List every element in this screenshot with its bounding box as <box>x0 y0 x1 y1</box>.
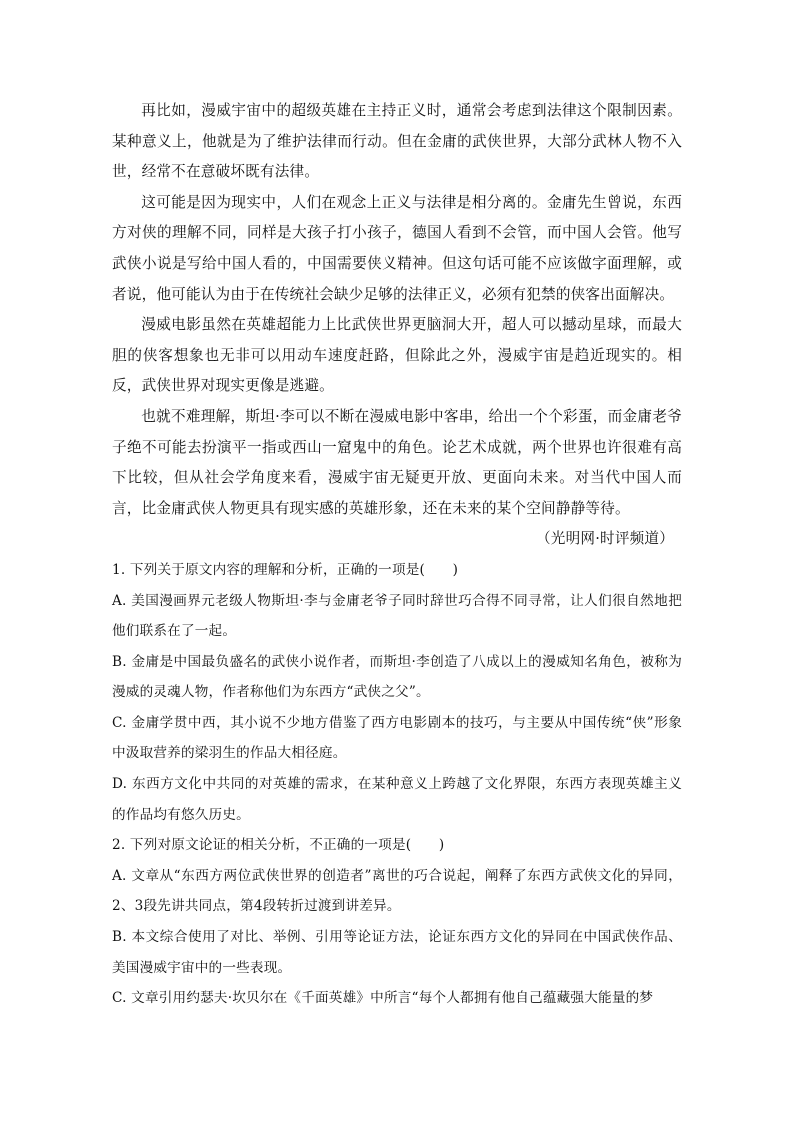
question-1-option-d: D. 东西方文化中共同的对英雄的需求，在某种意义上跨越了文化界限，东西方表现英雄主义的作品均有悠久历史。 <box>112 776 682 823</box>
article-paragraph-4: 也就不难理解，斯坦·李可以不断在漫威电影中客串，给出一个个彩蛋，而金庸老爷子绝不可能去扮演平一指或西山一窟鬼中的角色。论艺术成就，两个世界也许很难有高下比较，但从社会学角度来看，漫威宇宙无疑更开放、更面向未来。对当代中国人而言，比金庸武侠人物更具有现实感的英雄形象，还在未来的某个空间静静等待。 <box>112 407 682 517</box>
article-paragraph-3: 漫威电影虽然在英雄超能力上比武侠世界更脑洞大开，超人可以撼动星球，而最大胆的侠客想象也无非可以用动车速度赶路，但除此之外，漫威宇宙是趋近现实的。相反，武侠世界对现实更像是逃避。 <box>112 316 682 395</box>
question-2-stem: 2. 下列对原文论证的相关分析，不正确的一项是( ) <box>112 837 445 854</box>
question-1-option-a: A. 美国漫画界元老级人物斯坦·李与金庸老爷子同时辞世巧合得不同寻常，让人们很自然地把他们联系在了一起。 <box>112 592 682 640</box>
question-1-option-b: B. 金庸是中国最负盛名的武侠小说作者，而斯坦·李创造了八成以上的漫威知名角色，被称为漫威的灵魂人物，作者称他们为东西方“武侠之父”。 <box>112 653 682 701</box>
question-2-option-b: B. 本文综合使用了对比、举例、引用等论证方法，论证东西方文化的异同在中国武侠作品、美国漫威宇宙中的一些表现。 <box>112 929 682 976</box>
question-2-option-c: C. 文章引用约瑟夫·坎贝尔在《千面英雄》中所言“每个人都拥有他自己蕴藏强大能量的梦 <box>112 990 654 1007</box>
article-paragraph-2: 这可能是因为现实中，人们在观念上正义与法律是相分离的。金庸先生曾说，东西方对侠的理解不同，同样是大孩子打小孩子，德国人看到不会管，而中国人会管。他写武侠小说是写给中国人看的，中国需要侠义精神。但这句话可能不应该做字面理解，或者说，他可能认为由于在传统社会缺少足够的法律正义，必须有犯禁的侠客出面解决。 <box>112 193 682 303</box>
question-1-option-c: C. 金庸学贯中西，其小说不少地方借鉴了西方电影剧本的技巧，与主要从中国传统“侠”形象中汲取营养的梁羽生的作品大相径庭。 <box>112 714 682 762</box>
question-1-stem: 1. 下列关于原文内容的理解和分析，正确的一项是( ) <box>112 561 459 578</box>
article-paragraph-1: 再比如，漫威宇宙中的超级英雄在主持正义时，通常会考虑到法律这个限制因素。某种意义上，他就是为了维护法律而行动。但在金庸的武侠世界，大部分武林人物不入世，经常不在意破坏既有法律。 <box>112 102 682 181</box>
article-source: （光明网·时评频道） <box>536 530 674 548</box>
question-2-option-a: A. 文章从“东西方两位武侠世界的创造者”离世的巧合说起，阐释了东西方武侠文化的异同，2、3段先讲共同点，第4段转折过渡到讲差异。 <box>112 867 682 915</box>
document-body <box>112 96 682 1014</box>
